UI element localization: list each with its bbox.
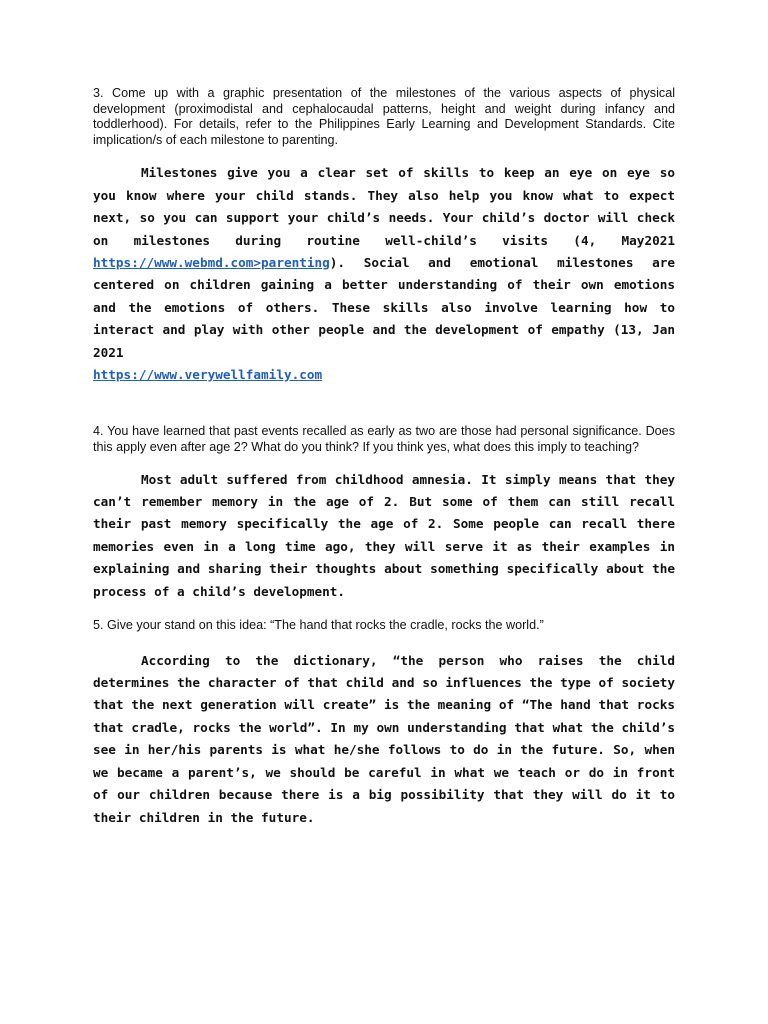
answer-3-text-end: ). Social and emotional milestones are centered on children gaining a better understanding of their own emotions and the emotions of others. These skills also involve learning how to interact and play with other people and the development of empathy (13, Jan 2021 [93,255,675,360]
document-page [93,86,675,829]
question-5: 5. Give your stand on this idea: “The hand that rocks the cradle, rocks the world.” [93,618,544,633]
question-4: 4. You have learned that past events recalled as early as two are those had personal significance. Does this apply even after age 2? What do you think? If you think yes, what does this imply to teaching? [93,424,675,455]
answer-3 [93,162,675,386]
answer-3-text-start: Milestones give you a clear set of skills to keep an eye on eye so you know where your child stands. They also help you know what to expect next, so you can support your child’s needs. Your child’s doctor will check on milestones during routine well-child’s visits (4, May2021 [93,165,675,248]
answer-5: According to the dictionary, “the person who raises the child determines the character of that child and so influences the type of society that the next generation will create” is the meaning of “The hand that rocks that cradle, rocks the world”. In my own understanding that what the child’s see in her/his parents is what he/she follows to do in the future. So, when we became a parent’s, we should be careful in what we teach or do in front of our children because there is a big possibility that they will do it to their children in the future. [93,652,675,825]
webmd-link[interactable]: https://www.webmd.com>parenting [93,255,330,270]
question-3: 3. Come up with a graphic presentation of the milestones of the various aspects of physical development (proximodistal and cephalocaudal patterns, height and weight during infancy and toddlerhood). For details, refer to the Philippines Early Learning and Development Standards. Cite implication/s of each milestone to parenting. [93,86,675,147]
verywellfamily-link[interactable]: https://www.verywellfamily.com [93,367,323,383]
answer-4: Most adult suffered from childhood amnesia. It simply means that they can’t remember memory in the age of 2. But some of them can still recall their past memory specifically the age of 2. Some people can recall there memories even in a long time ago, they will serve it as their examples in explaining and sharing their thoughts about something specifically about the process of a child’s development. [93,471,675,599]
